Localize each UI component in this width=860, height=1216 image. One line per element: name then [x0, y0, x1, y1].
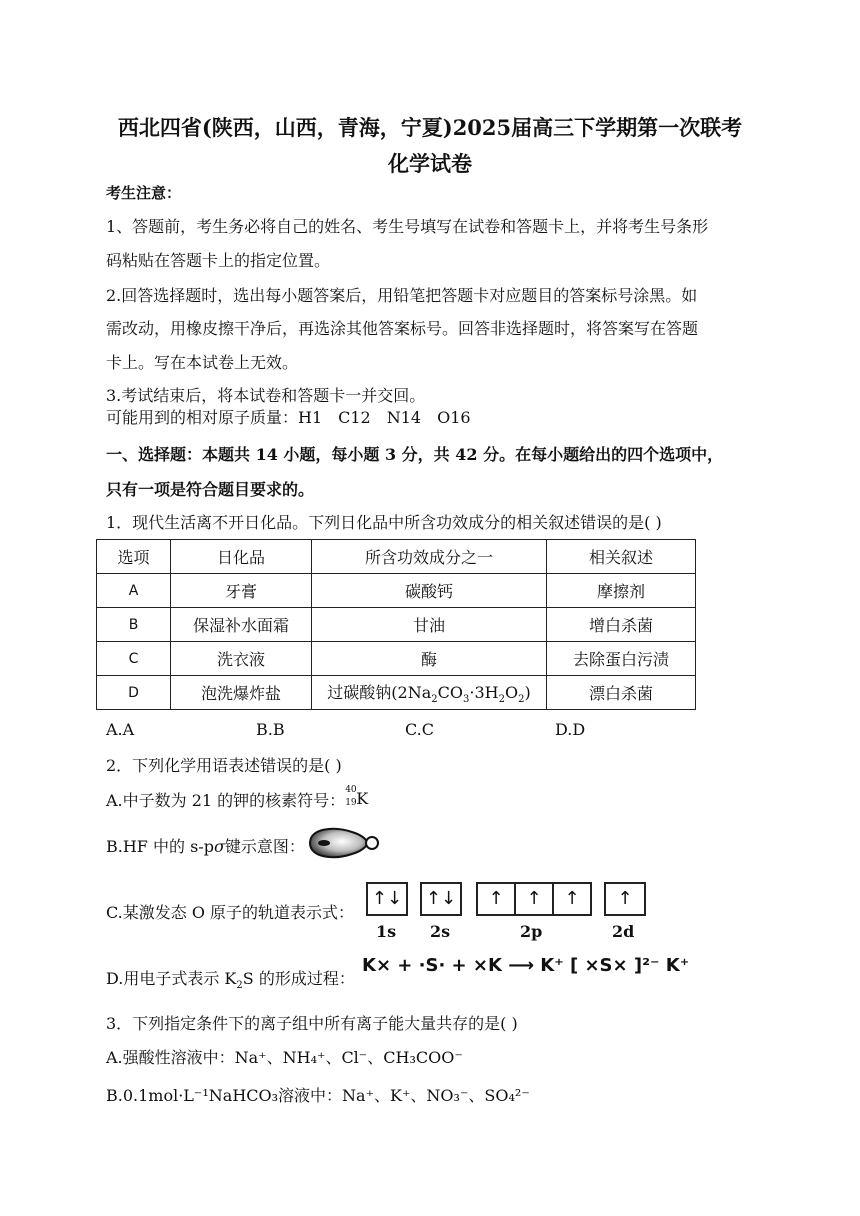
table-cell: 洗衣液: [171, 642, 312, 676]
table-cell: 摩擦剂: [547, 574, 696, 608]
q1-choice-d: D.D: [555, 720, 586, 739]
table-row: [97, 608, 696, 642]
q2-option-a: [106, 785, 371, 811]
formula-part: CO: [437, 682, 463, 702]
q3-option-a: A.强酸性溶液中：Na⁺、NH₄⁺、Cl⁻、CH₃COO⁻: [106, 1048, 463, 1067]
notice-item2-line2: 需改动，用橡皮擦干净后，再选涂其他答案标号。回答非选择题时，将答案写在答题: [106, 319, 699, 338]
table-row: [97, 574, 696, 608]
formula-part: 2Na: [397, 682, 432, 702]
electron-up: ↑: [617, 888, 633, 909]
q2-option-d-text-a: D.用电子式表示 K: [106, 969, 237, 988]
q2-option-d-text-b: S 的形成过程：: [242, 969, 355, 988]
element-symbol: K: [356, 789, 369, 808]
sigma-symbol: σ: [213, 837, 225, 856]
section1-line2: 只有一项是符合题目要求的。: [106, 480, 315, 499]
notice-item3: 3.考试结束后，将本试卷和答题卡一并交回。: [106, 386, 426, 405]
formula-part: O: [504, 682, 519, 702]
table-header-cell: 所含功效成分之一: [312, 540, 547, 574]
sp-sigma-bond-diagram: [306, 824, 382, 862]
formula-sub: 3: [462, 694, 470, 706]
formula-part: ·3H: [469, 682, 499, 702]
formula-sub: 2: [431, 694, 438, 706]
q3-option-b: B.0.1mol·L⁻¹NaHCO₃溶液中：Na⁺、K⁺、NO₃⁻、SO₄²⁻: [106, 1086, 530, 1105]
electron-pair: ↑↓: [371, 888, 403, 909]
atomic-masses: 可能用到的相对原子质量：H1 C12 N14 O16: [106, 408, 471, 427]
table-cell: 保湿补水面霜: [171, 608, 312, 642]
table-cell: 甘油: [312, 608, 547, 642]
formula-close: ): [524, 682, 531, 702]
table-header-cell: 日化品: [171, 540, 312, 574]
q2-option-d: [106, 966, 355, 991]
exam-title-line2: 化学试卷: [388, 151, 472, 176]
q2-option-b-tail: 键示意图：: [224, 837, 305, 856]
q2-option-b-text: B.HF 中的 s-p: [106, 837, 214, 856]
orbital-box-1s: [366, 882, 408, 916]
q1-stem: 1．现代生活离不开日化品。下列日化品中所含功效成分的相关叙述错误的是( ): [106, 513, 662, 532]
orbital-box-2s: [420, 882, 462, 916]
section1-line1: 一、选择题：本题共 14 小题，每小题 3 分，共 42 分。在每小题给出的四个选项中，: [106, 445, 724, 464]
notice-item2-line1: 2.回答选择题时，选出每小题答案后，用铅笔把答题卡对应题目的答案标号涂黑。如: [106, 286, 698, 305]
q1-choice-a: A.A: [106, 720, 135, 739]
q2-option-a-text: A.中子数为 21 的钾的核素符号：: [106, 791, 346, 810]
table-cell: 碳酸钙: [312, 574, 547, 608]
electron-up: ↑: [488, 888, 504, 909]
electron-formula-process: K× + ·S· + ×K ⟶ K⁺ [ ×S× ]²⁻ K⁺: [362, 955, 690, 976]
table-cell: 去除蛋白污渍: [547, 642, 696, 676]
notice-heading: 考生注意：: [106, 184, 182, 202]
orbital-label-2d: 2d: [612, 922, 635, 941]
table-cell: 泡洗爆炸盐: [171, 676, 312, 710]
table-cell: 漂白杀菌: [547, 676, 696, 710]
table-row: [97, 676, 696, 710]
table-cell: A: [97, 574, 171, 608]
orbital-box-2d: [604, 882, 646, 916]
q2-stem: 2．下列化学用语表述错误的是( ): [106, 756, 342, 775]
table-cell: D: [97, 676, 171, 710]
table-cell: 增白杀菌: [547, 608, 696, 642]
exam-title-line1: 西北四省(陕西，山西，青海，宁夏)2025届高三下学期第一次联考: [117, 115, 743, 140]
table-header-row: [97, 540, 696, 574]
formula-sub: 2: [518, 694, 525, 706]
q1-table: [96, 539, 696, 710]
q2-option-b: [106, 834, 305, 857]
table-cell: B: [97, 608, 171, 642]
electron-up: ↑: [564, 888, 580, 909]
orbital-box-2p: [476, 882, 592, 916]
q1-choice-c: C.C: [405, 720, 434, 739]
nuclide-symbol: [345, 785, 371, 809]
table-cell: 牙膏: [171, 574, 312, 608]
table-row: [97, 642, 696, 676]
notice-item2-line3: 卡上。写在本试卷上无效。: [106, 353, 299, 372]
q1-choice-b: B.B: [256, 720, 285, 739]
notice-item1-line1: 1、答题前，考生务必将自己的姓名、考生号填写在试卷和答题卡上，并将考生号条形: [106, 217, 709, 236]
electron-up: ↑: [526, 888, 542, 909]
table-cell: C: [97, 642, 171, 676]
q2-option-d-sub: 2: [236, 980, 243, 992]
atomic-number: 19: [345, 798, 357, 808]
orbital-label-1s: 1s: [376, 922, 397, 941]
table-cell: 酶: [312, 642, 547, 676]
formula-prefix: 过碳酸钠(: [327, 682, 398, 702]
electron-pair: ↑↓: [425, 888, 457, 909]
orbital-label-2p: 2p: [520, 922, 543, 941]
formula-sub: 2: [498, 694, 505, 706]
orbital-label-2s: 2s: [430, 922, 451, 941]
q2-option-c-text: C.某激发态 O 原子的轨道表示式：: [106, 903, 355, 922]
q3-stem: 3．下列指定条件下的离子组中所有离子能大量共存的是( ): [106, 1014, 518, 1033]
table-header-cell: 选项: [97, 540, 171, 574]
mass-number: 40: [345, 785, 357, 795]
table-cell-formula: [312, 676, 547, 710]
notice-item1-line2: 码粘贴在答题卡上的指定位置。: [106, 251, 331, 270]
table-header-cell: 相关叙述: [547, 540, 696, 574]
